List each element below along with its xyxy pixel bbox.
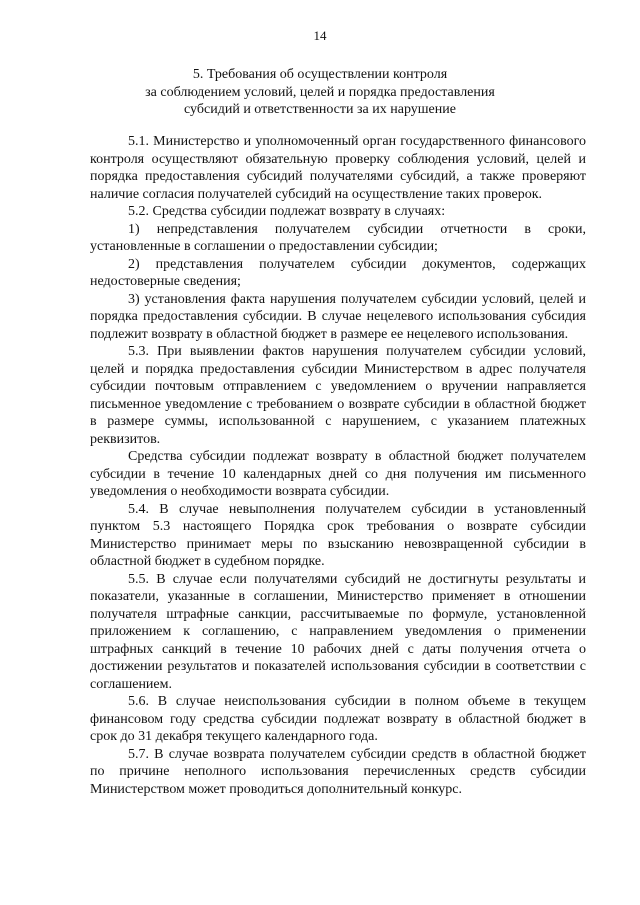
paragraph-5-5: 5.5. В случае если получателями субсидий не достигнуты результаты и показатели, указанные в соглашении, Министерство применяет в отношении получателя штрафные санкции, рассчитываемые по формуле, установленной приложением к соглашению, с направлением уведомления о применении штрафных санкций в течение 10 рабочих дней с даты получения отчета о достижении результатов и показателей использования субсидии в соответствии с соглашением. xyxy=(90,571,586,692)
paragraph-5-1: 5.1. Министерство и уполномоченный орган государственного финансового контроля осуществляют обязательную проверку соблюдения условий, целей и порядка предоставления субсидий получателями субсидий, а также проверяют наличие согласия получателей субсидий на осуществление таких проверок. xyxy=(90,134,586,202)
paragraph-5-7: 5.7. В случае возврата получателем субсидии средств в областной бюджет по причине неполного использования перечисленных средств субсидии Министерством может проводиться дополнительный конкурс. xyxy=(90,746,586,797)
paragraph-5-2: 5.2. Средства субсидии подлежат возврату в случаях: xyxy=(128,204,446,219)
page-number: 14 xyxy=(313,28,327,43)
paragraph-5-4: 5.4. В случае невыполнения получателем субсидии в установленный пунктом 5.3 настоящего Порядка срок требования о возврате субсидии Министерство принимает меры по взысканию невозвращенной субсидии в областной бюджет в судебном порядке. xyxy=(90,501,586,569)
document-body xyxy=(90,133,586,798)
section-title-line: 5. Требования об осуществлении контроля xyxy=(192,67,448,82)
section-title-line: субсидий и ответственности за их нарушение xyxy=(184,102,456,117)
section-title-line: за соблюдением условий, целей и порядка предоставления xyxy=(145,84,495,100)
paragraph-5-3: 5.3. При выявлении фактов нарушения получателем субсидии условий, целей и порядка предоставления субсидии Министерством в адрес получателя субсидии почтовым отправлением с уведомлением о вручении направляется письменное уведомление с требованием о возврате субсидии в областной бюджет в размере суммы, использованной с нарушением, с указанием платежных реквизитов. xyxy=(90,344,586,447)
list-item-3: 3) установления факта нарушения получателем субсидии условий, целей и порядка предоставления субсидии. В случае нецелевого использования субсидия подлежит возврату в областной бюджет в размере ее нецелевого использования. xyxy=(90,291,586,342)
section-title xyxy=(110,66,530,119)
paragraph-5-6: 5.6. В случае неиспользования субсидии в полном объеме в текущем финансовом году средства субсидии подлежат возврату в областной бюджет в срок до 31 декабря текущего календарного года. xyxy=(90,694,586,744)
list-item-2: 2) представления получателем субсидии документов, содержащих недостоверные сведения; xyxy=(90,256,586,289)
paragraph-5-3-continued: Средства субсидии подлежат возврату в областной бюджет получателем субсидии в течение 10 календарных дней со дня получения им письменного уведомления о необходимости возврата субсидии. xyxy=(90,449,586,499)
list-item-1: 1) непредставления получателем субсидии отчетности в сроки, установленные в соглашении о предоставлении субсидии; xyxy=(90,221,586,254)
